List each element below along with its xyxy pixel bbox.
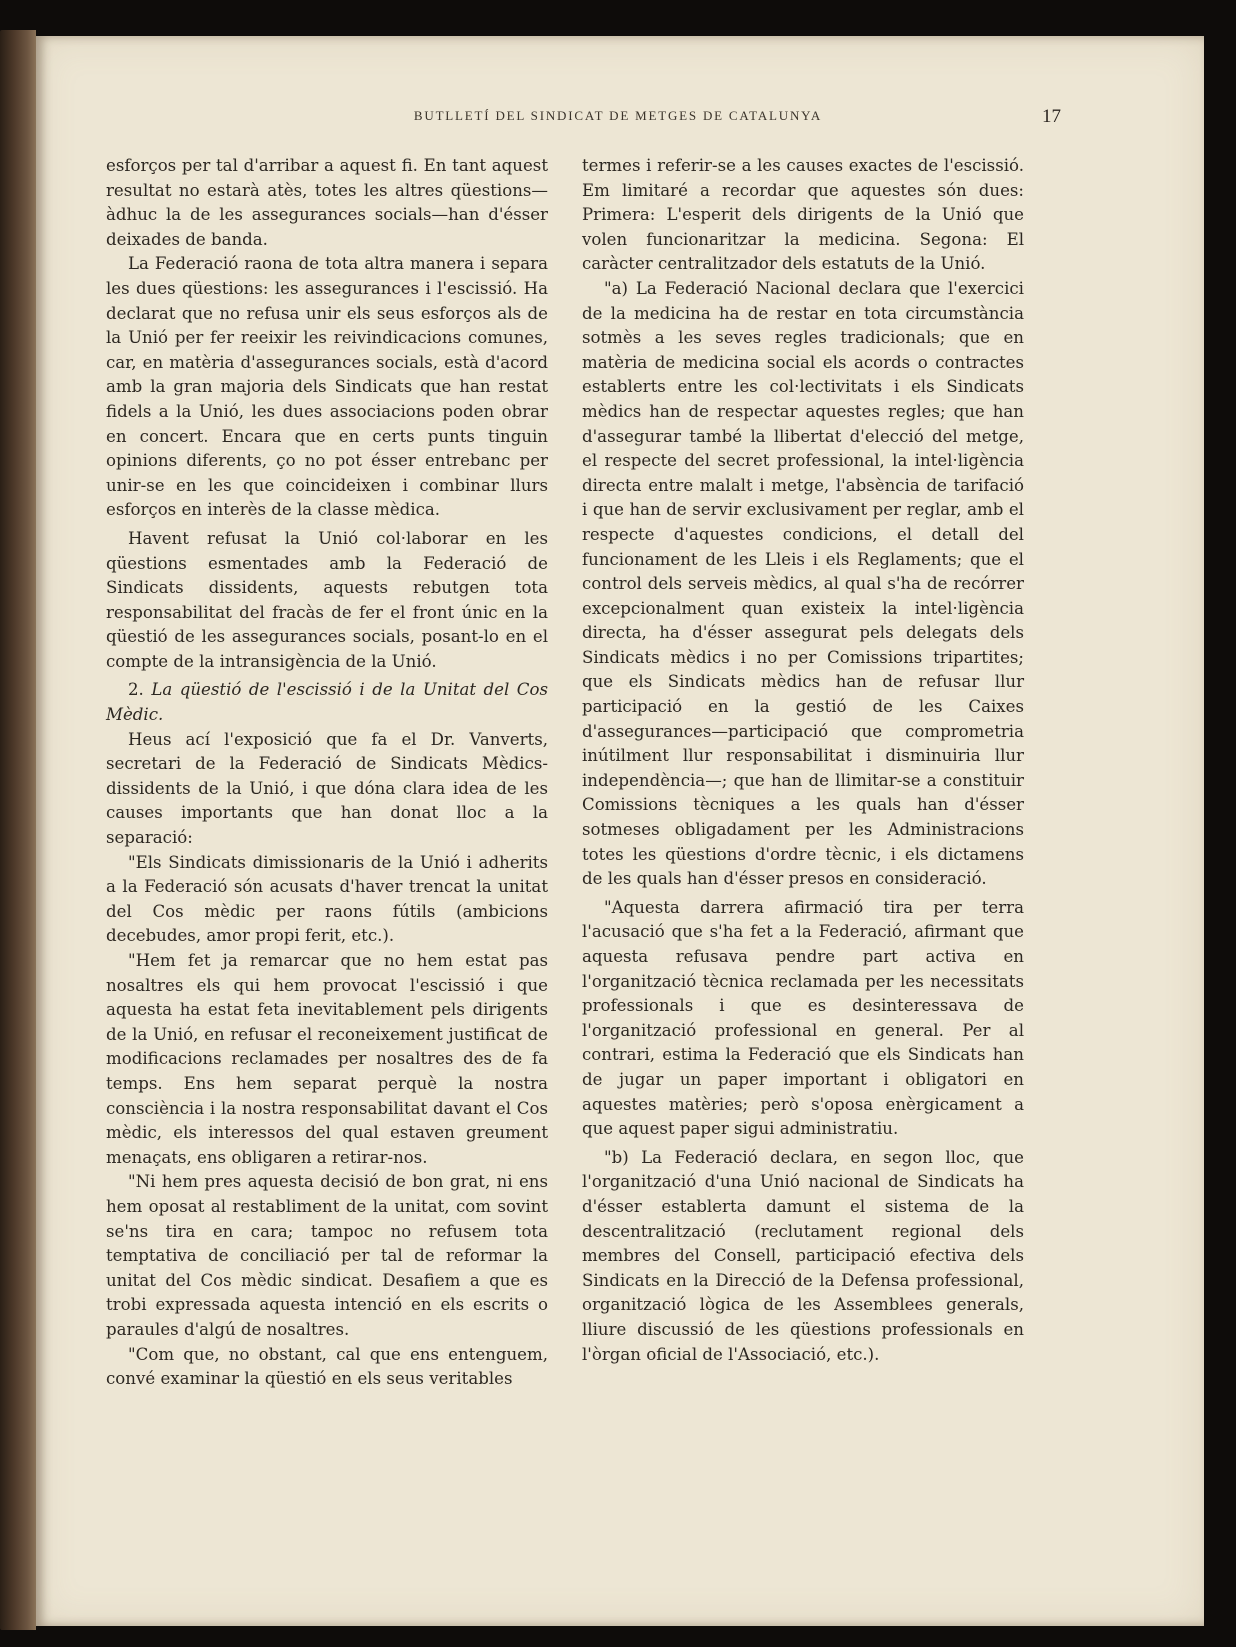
right-column <box>582 154 1024 1367</box>
paragraph: "Els Sindicats dimissionaris de la Unió i adherits a la Federació són acusats d'haver trencat la unitat del Cos mèdic per raons fútils (ambicions decebudes, amor propi ferit, etc.). <box>106 852 548 946</box>
page-number: 17 <box>1042 106 1061 127</box>
scan-background-edge <box>1204 30 1236 1647</box>
paragraph: "Hem fet ja remarcar que no hem estat pas nosaltres els qui hem provocat l'escissió i que aquesta ha estat feta inevitablement pels dirigents de la Unió, en refusar el reconeixement justificat de modificacions reclamades per nosaltres des de fa temps. Ens hem separat perquè la nostra consciència i la nostra responsabilitat davant el Cos mèdic, els interessos del qual estaven greument menaçats, ens obligaren a retirar-nos. <box>106 951 548 1167</box>
paragraph: Havent refusat la Unió col·laborar en les qüestions esmentades amb la Federació de Sindicats dissidents, aquests rebutgen tota responsabilitat del fracàs de fer el front únic en la qüestió de les assegurances socials, posant-lo en el compte de la intransigència de la Unió. <box>106 528 548 671</box>
paragraph: "Com que, no obstant, cal que ens entenguem, convé examinar la qüestió en els seus veritables <box>106 1344 548 1389</box>
section-title: La qüestió de l'escissió i de la Unitat del Cos Mèdic. <box>106 680 548 725</box>
book-spine <box>0 30 36 1630</box>
paragraph: "a) La Federació Nacional declara que l'exercici de la medicina ha de restar en tota circumstància sotmès a les seves regles tradicionals; que en matèria de medicina social els acords o contractes establerts entre les col·lectivitats i els Sindicats mèdics han de respectar aquestes regles; que han d'assegurar també la llibertat d'elecció del metge, el respecte del secret professional, la intel·ligència directa entre malalt i metge, l'absència de tarifació i que han de servir exclusivament per reglar, amb el respecte d'aquestes condicions, el detall del funcionament de les Lleis i els Reglaments; que el control dels serveis mèdics, al qual s'ha de recórrer excepcionalment quan existeix la intel·ligència directa, ha d'ésser assegurat pels delegats dels Sindicats mèdics i no per Comissions tripartites; que els Sindicats mèdics han de refusar llur participació en la gestió de les Caixes d'assegurances—participació que comprometria inútilment llur responsabilitat i disminuiria llur independència—; que han de llimitar-se a constituir Comissions tècniques a les quals han d'ésser sotmeses obligadament per les Administracions totes les qüestions d'ordre tècnic, i els dictamens de les quals han d'ésser presos en consideració. <box>582 278 1024 889</box>
paragraph: termes i referir-se a les causes exactes de l'escissió. Em limitaré a recordar que aquestes són dues: Primera: L'esperit dels dirigents de la Unió que volen funcionaritzar la medicina. Segona: El caràcter centralitzador dels estatuts de la Unió. <box>582 156 1024 274</box>
page-header <box>36 108 1204 132</box>
document-page <box>36 36 1204 1626</box>
paragraph: Heus ací l'exposició que fa el Dr. Vanverts, secretari de la Federació de Sindicats Mèdics-dissidents de la Unió, i que dóna clara idea de les causes importants que han donat lloc a la separació: <box>106 729 548 848</box>
paragraph: esforços per tal d'arribar a aquest fi. En tant aquest resultat no estarà atès, totes les altres qüestions—àdhuc la de les assegurances socials—han d'ésser deixades de banda. <box>106 156 548 249</box>
running-head: BUTLLETÍ DEL SINDICAT DE METGES DE CATALUNYA <box>413 108 823 123</box>
left-column <box>106 154 548 1392</box>
section-number: 2. <box>128 680 144 700</box>
section-heading <box>106 678 548 727</box>
paragraph: La Federació raona de tota altra manera i separa les dues qüestions: les assegurances i l'escissió. Ha declarat que no refusa unir els seus esforços als de la Unió per fer reeixir les reivindicacions comunes, car, en matèria d'assegurances socials, està d'acord amb la gran majoria dels Sindicats que han restat fidels a la Unió, les dues associacions poden obrar en concert. Encara que en certs punts tinguin opinions diferents, ço no pot ésser entrebanc per unir-se en les que coincideixen i combinar llurs esforços en interès de la classe mèdica. <box>106 254 548 520</box>
paragraph: "Ni hem pres aquesta decisió de bon grat, ni ens hem oposat al restabliment de la unitat, com sovint se'ns tira en cara; tampoc no refusem tota temptativa de conciliació per tal de reformar la unitat del Cos mèdic sindicat. Desafiem a que es trobi expressada aquesta intenció en els escrits o paraules d'algú de nosaltres. <box>106 1172 548 1339</box>
paragraph: "b) La Federació declara, en segon lloc, que l'organització d'una Unió nacional de Sindicats ha d'ésser establerta damunt el sistema de la descentralització (reclutament regional dels membres del Consell, participació efectiva dels Sindicats en la Direcció de la Defensa professional, organització lògica de les Assemblees generals, lliure discussió de les qüestions professionals en l'òrgan oficial de l'Associació, etc.). <box>582 1147 1024 1364</box>
paragraph: "Aquesta darrera afirmació tira per terra l'acusació que s'ha fet a la Federació, afirmant que aquesta refusava pendre part activa en l'organització tècnica reclamada per les necessitats professionals i que es desinteressava de l'organització professional en general. Per al contrari, estima la Federació que els Sindicats han de jugar un paper important i obligatori en aquestes matèries; però s'oposa enèrgicament a que aquest paper sigui administratiu. <box>582 897 1024 1139</box>
